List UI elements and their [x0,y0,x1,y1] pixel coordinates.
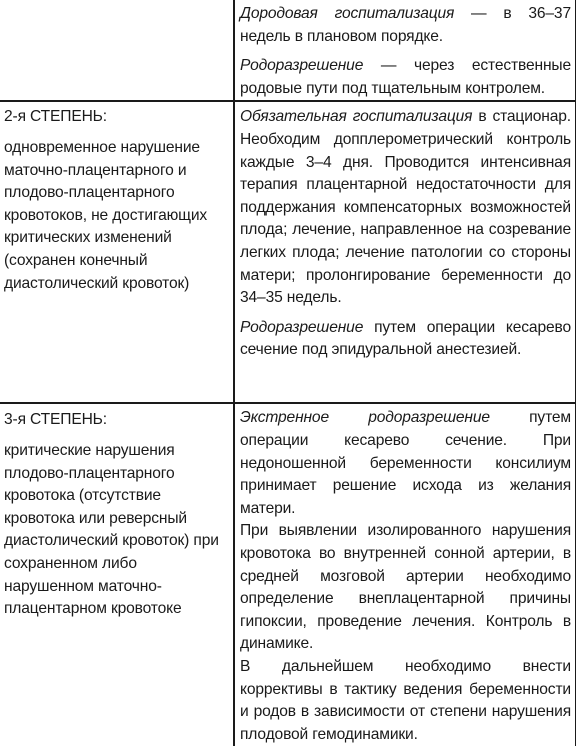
management-cell [234,403,576,746]
grade-cell-empty [0,0,234,101]
management-text: путем операции кесарево сечение под эпидуральной анестезией. [240,318,571,359]
management-term: Экстренное родоразрешение [240,409,490,427]
management-paragraph [240,317,571,362]
management-text: При выявлении изолированного нарушения кровотока во внутренней сонной артерии, в средней мозговой артерии необходимо определение внеплацентарной причины гипоксии, проведение лечения. Контроль в динамике. [240,522,571,653]
management-term: Родоразрешение [240,57,364,75]
grade-description: одновременное нарушение маточно-плацентарного и плодово-плацентарного кровотоков, не достигающих критических изменений (сохранен конечный диастолический кровоток) [4,138,208,292]
table-row-grade-3 [0,403,576,746]
management-cell [234,101,576,403]
management-paragraph [240,3,571,48]
management-text: — через естественные родовые пути под тщательным контролем. [240,57,571,97]
management-text: — в 36–37 недель в плановом порядке. [240,5,571,45]
management-term: Обязательная госпитализация [240,108,473,126]
table-row-grade-1-continued [0,0,576,101]
management-term: Дородовая госпитализация [240,5,455,22]
management-term: Родоразрешение [240,318,364,336]
management-text: В дальнейшем необходимо внести коррективы в тактику ведения беременности и родов в зависимости от степени нарушения плодовой гемодинамики. [240,657,571,743]
grade-heading: 2-я СТЕПЕНЬ: [4,108,107,126]
grade-description: критические нарушения плодово-плацентарного кровотока (отсутствие кровотока или реверсный диастолический кровоток) при сохраненном либо нарушенном маточно-плацентарном кровотоке [4,441,219,618]
grade-heading: 3-я СТЕПЕНЬ: [4,411,107,429]
management-text: путем операции кесарево сечение. При недоношенной беременности консилиум принимает решение исхода из желания матери. [240,409,571,517]
grade-cell [0,403,234,746]
management-paragraph [240,520,571,656]
table-row-grade-2 [0,101,576,403]
management-paragraph [240,55,571,100]
management-cell [234,0,576,101]
management-text: в стационар. Необходим допплерометрический контроль каждые 3–4 дня. Проводится интенсивная терапия плацентарной недостаточности для поддержания компенсаторных возможностей плода; лечение, направленное на созревание легких плода; лечение патологии со стороны матери; пролонгирование беременности до 34–35 недель. [240,108,571,307]
management-paragraph [240,656,571,746]
grade-cell [0,101,234,403]
management-paragraph [240,106,571,309]
management-paragraph [240,407,571,520]
